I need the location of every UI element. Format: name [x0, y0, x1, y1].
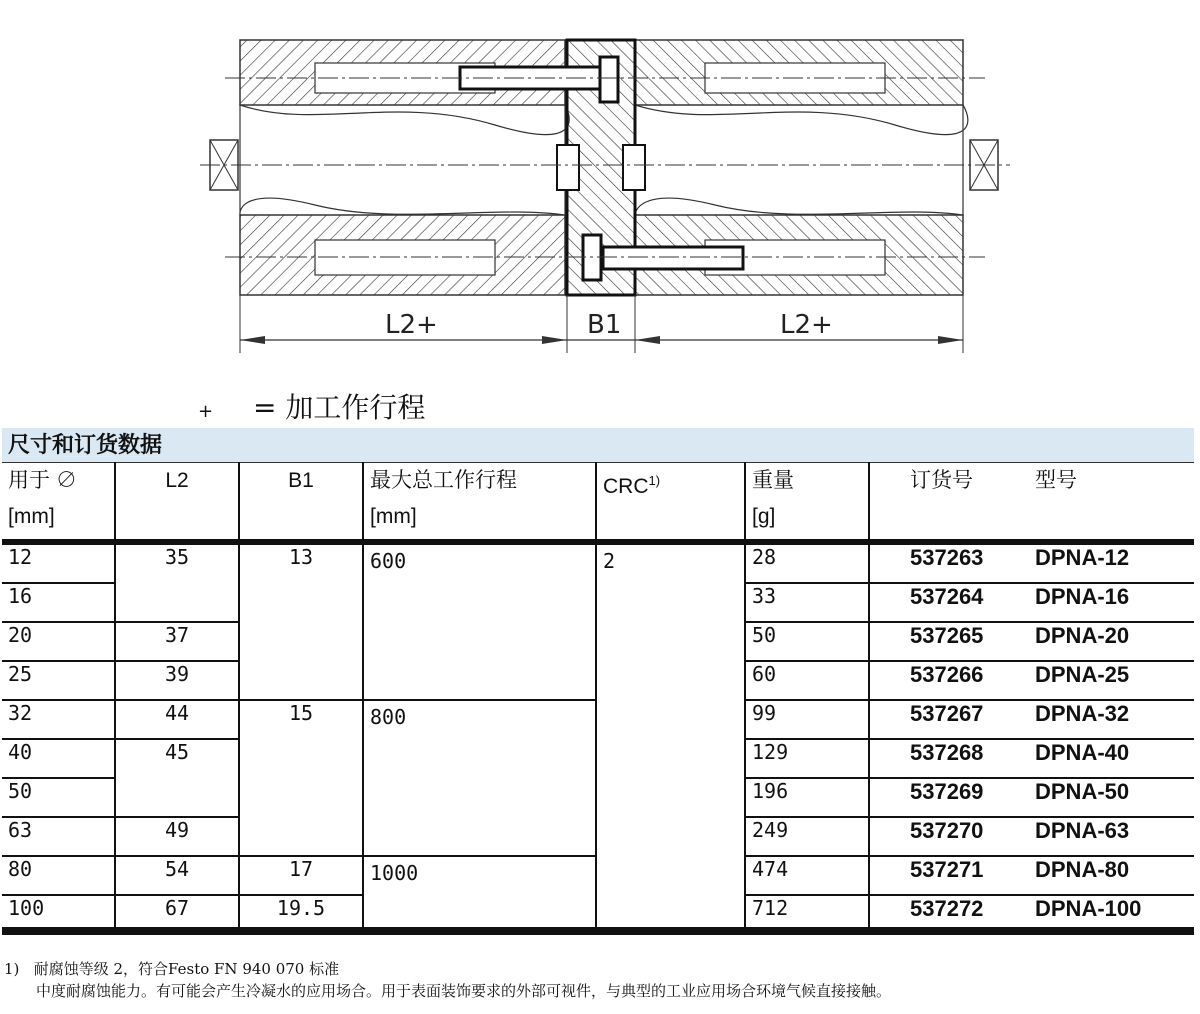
table-row: 63 49 249 537270 DPNA-63: [2, 817, 1194, 856]
stroke-cell: 800: [363, 700, 596, 856]
table-row: 32 44 15 800 99 537267 DPNA-32: [2, 700, 1194, 739]
header-weight: 重量 [g]: [745, 463, 869, 540]
table-row: 25 39 60 537266 DPNA-25: [2, 661, 1194, 700]
header-part-number: 订货号: [910, 469, 973, 492]
table-row: 12 35 13 600 2 28 537263 DPNA-12: [2, 545, 1194, 583]
l2-cell: 39: [115, 661, 239, 700]
header-l2: L2: [115, 463, 239, 540]
l2-cell: 44: [115, 700, 239, 739]
dim-b1: B1: [587, 310, 622, 340]
table-row: 80 54 17 1000 474 537271 DPNA-80: [2, 856, 1194, 895]
b1-cell: 13: [239, 545, 363, 700]
dim-l2-left: L2+: [385, 310, 438, 340]
l2-cell: 49: [115, 817, 239, 856]
footnote: [4, 958, 891, 1002]
l2-cell: 54: [115, 856, 239, 895]
header-b1: B1: [239, 463, 363, 540]
b1-cell: 17: [239, 856, 363, 895]
table-row: 50 196 537269 DPNA-50: [2, 778, 1194, 817]
table-row: 20 37 50 537265 DPNA-20: [2, 622, 1194, 661]
stroke-cell: 1000: [363, 856, 596, 934]
table-header: [2, 463, 1194, 540]
legend: [198, 386, 425, 426]
footnote-line1: 耐腐蚀等级 2，符合Festo FN 940 070 标准: [33, 960, 340, 978]
l2-cell: 35: [115, 545, 239, 622]
b1-cell: 15: [239, 700, 363, 856]
b1-cell: 19.5: [239, 895, 363, 934]
l2-cell: 45: [115, 739, 239, 817]
table-title: 尺寸和订货数据: [2, 428, 1194, 463]
dim-l2-right: L2+: [780, 310, 833, 340]
l2-cell: 67: [115, 895, 239, 934]
header-type: 型号: [1035, 469, 1077, 492]
header-diameter: 用于 ∅ [mm]: [2, 463, 115, 540]
table-row: 100 67 19.5 712 537272 DPNA-100: [2, 895, 1194, 934]
table-row: 16 33 537264 DPNA-16: [2, 583, 1194, 622]
table-row: 40 45 129 537268 DPNA-40: [2, 739, 1194, 778]
crc-cell: 2: [596, 545, 745, 934]
legend-plus: +: [198, 401, 214, 422]
footnote-mark: 1): [4, 960, 20, 978]
technical-drawing: [195, 35, 1015, 365]
stroke-cell: 600: [363, 545, 596, 700]
dimension-order-table: [2, 428, 1194, 935]
header-max-stroke: 最大总工作行程 [mm]: [363, 463, 596, 540]
header-crc: CRC$^{1)}$: [596, 463, 745, 540]
footnote-line2: 中度耐腐蚀能力。有可能会产生冷凝水的应用场合。用于表面装饰要求的外部可视件，与典型的工业应用场合环境气候直接接触。: [36, 982, 892, 1000]
l2-cell: 37: [115, 622, 239, 661]
table-bottom-rule: [2, 927, 1194, 934]
legend-text: = 加工作行程: [253, 391, 426, 424]
